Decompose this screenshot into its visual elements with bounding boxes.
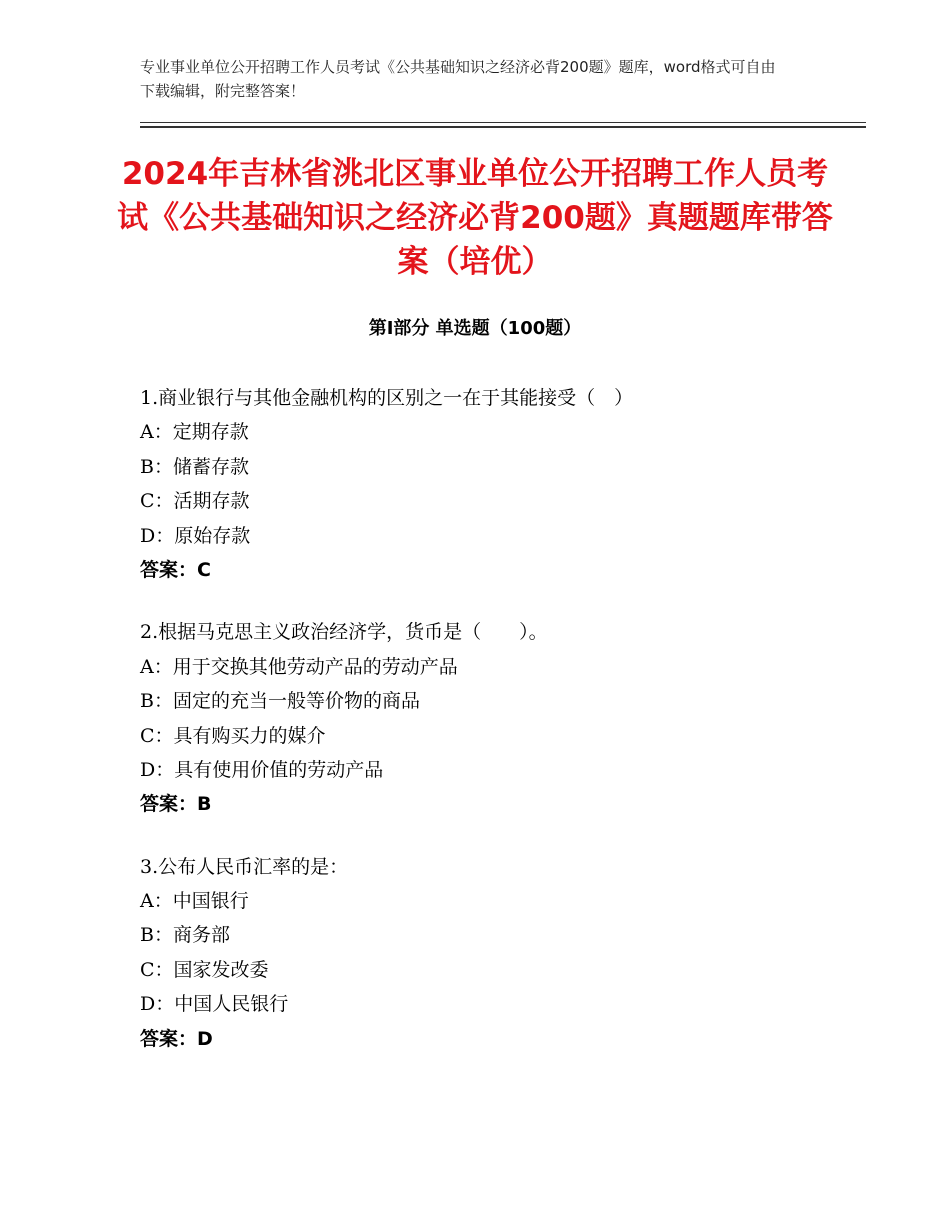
answer: 答案：C [140,558,211,581]
header-divider-thick [140,126,866,128]
option-d: D：原始存款 [140,524,251,547]
option-b: B：商务部 [140,924,230,947]
document-title: 2024年吉林省洮北区事业单位公开招聘工作人员考试《公共基础知识之经济必背200题》真题题库带答案（培优） [117,156,833,280]
question-list [140,381,860,1084]
option-d: D：具有使用价值的劳动产品 [140,758,384,781]
option-c: C：活期存款 [140,490,250,513]
option-c: C：国家发改委 [140,958,269,981]
question-stem: 1.商业银行与其他金融机构的区别之一在于其能接受（ ） [140,387,634,409]
option-a: A：定期存款 [140,421,249,444]
question-2 [140,615,860,821]
option-a: A：用于交换其他劳动产品的劳动产品 [140,655,458,678]
option-b: B：储蓄存款 [140,455,249,478]
option-d: D：中国人民银行 [140,993,289,1016]
answer: 答案：D [140,1027,213,1050]
question-1 [140,381,860,587]
question-3 [140,850,860,1056]
option-c: C：具有购买力的媒介 [140,724,326,747]
header-divider-thin [140,122,866,123]
option-a: A：中国银行 [140,890,249,913]
section-title: 第Ⅰ部分 单选题（100题） [368,318,582,339]
header-note: 专业事业单位公开招聘工作人员考试《公共基础知识之经济必背200题》题库，word格式可自由下载编辑，附完整答案！ [140,58,776,100]
answer: 答案：B [140,793,212,816]
question-stem: 3.公布人民币汇率的是： [140,855,349,878]
question-stem: 2.根据马克思主义政治经济学，货币是（ ）。 [140,621,548,644]
option-b: B：固定的充当一般等价物的商品 [140,690,420,713]
